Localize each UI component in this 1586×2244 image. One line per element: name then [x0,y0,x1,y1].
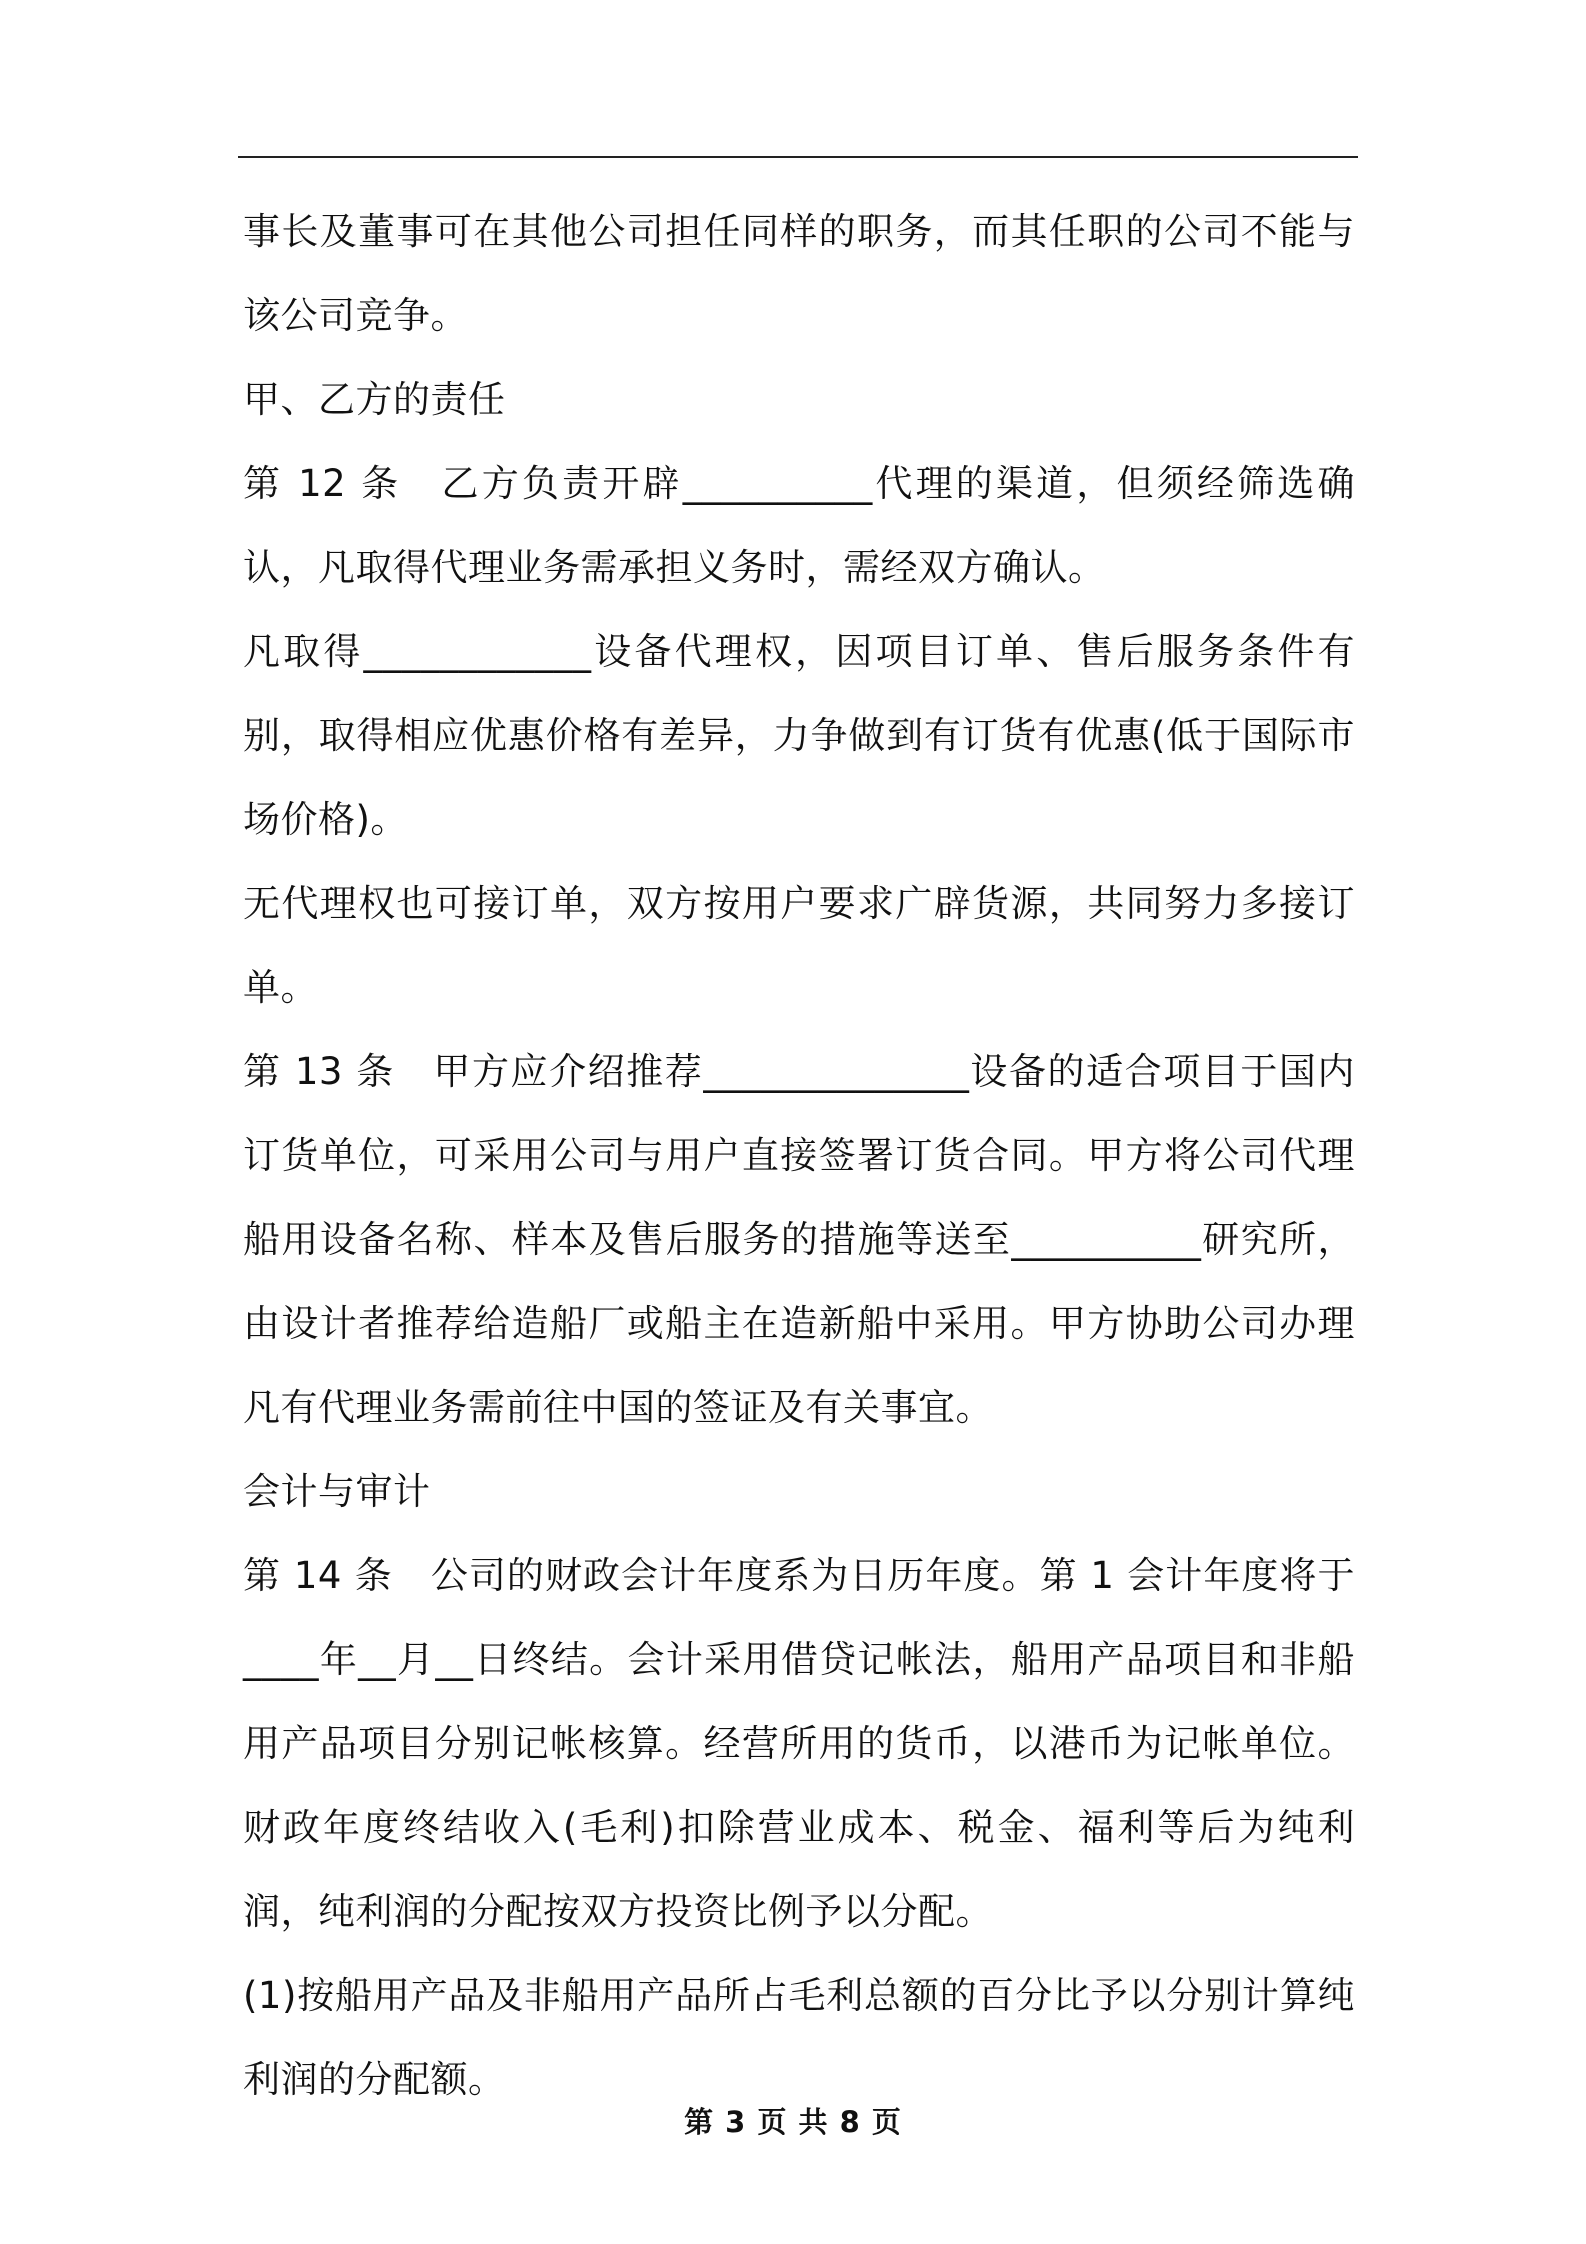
header-rule [238,156,1358,158]
section-heading-responsibilities: 甲、乙方的责任 [243,378,506,421]
article-13: 第 13 条 甲方应介绍推荐______________设备的适合项目于国内订货单位，可采用公司与用户直接签署订货合同。甲方将公司代理船用设备名称、样本及售后服务的措施等送至__________研究所，由设计者推荐给造船厂或船主在造新船中采用。甲方协助公司办理凡有代理业务需前往中国的签证及有关事宜。 [243,1050,1355,1429]
section-heading-accounting: 会计与审计 [243,1470,431,1513]
article-14: 第 14 条 公司的财政会计年度系为日历年度。第 1 会计年度将于____年__月__日终结。会计采用借贷记帐法，船用产品项目和非船用产品项目分别记帐核算。经营所用的货币，以港币为记帐单位。财政年度终结收入(毛利)扣除营业成本、税金、福利等后为纯利润，纯利润的分配按双方投资比例予以分配。 [243,1554,1355,1933]
page-number: 第 3 页 共 8 页 [684,2105,902,2139]
article-12: 第 12 条 乙方负责开辟__________代理的渠道，但须经筛选确认，凡取得代理业务需承担义务时，需经双方确认。 [243,462,1355,589]
paragraph-agency-rights: 凡取得____________设备代理权，因项目订单、售后服务条件有别，取得相应优惠价格有差异，力争做到有订货有优惠(低于国际市场价格)。 [243,630,1355,841]
paragraph-director-duties: 事长及董事可在其他公司担任同样的职务，而其任职的公司不能与该公司竞争。 [243,210,1355,337]
document-body [243,190,1355,2122]
paragraph-no-agency-orders: 无代理权也可接订单，双方按用户要求广辟货源，共同努力多接订单。 [243,882,1355,1009]
paragraph-profit-allocation: (1)按船用产品及非船用产品所占毛利总额的百分比予以分别计算纯利润的分配额。 [243,1974,1355,2101]
